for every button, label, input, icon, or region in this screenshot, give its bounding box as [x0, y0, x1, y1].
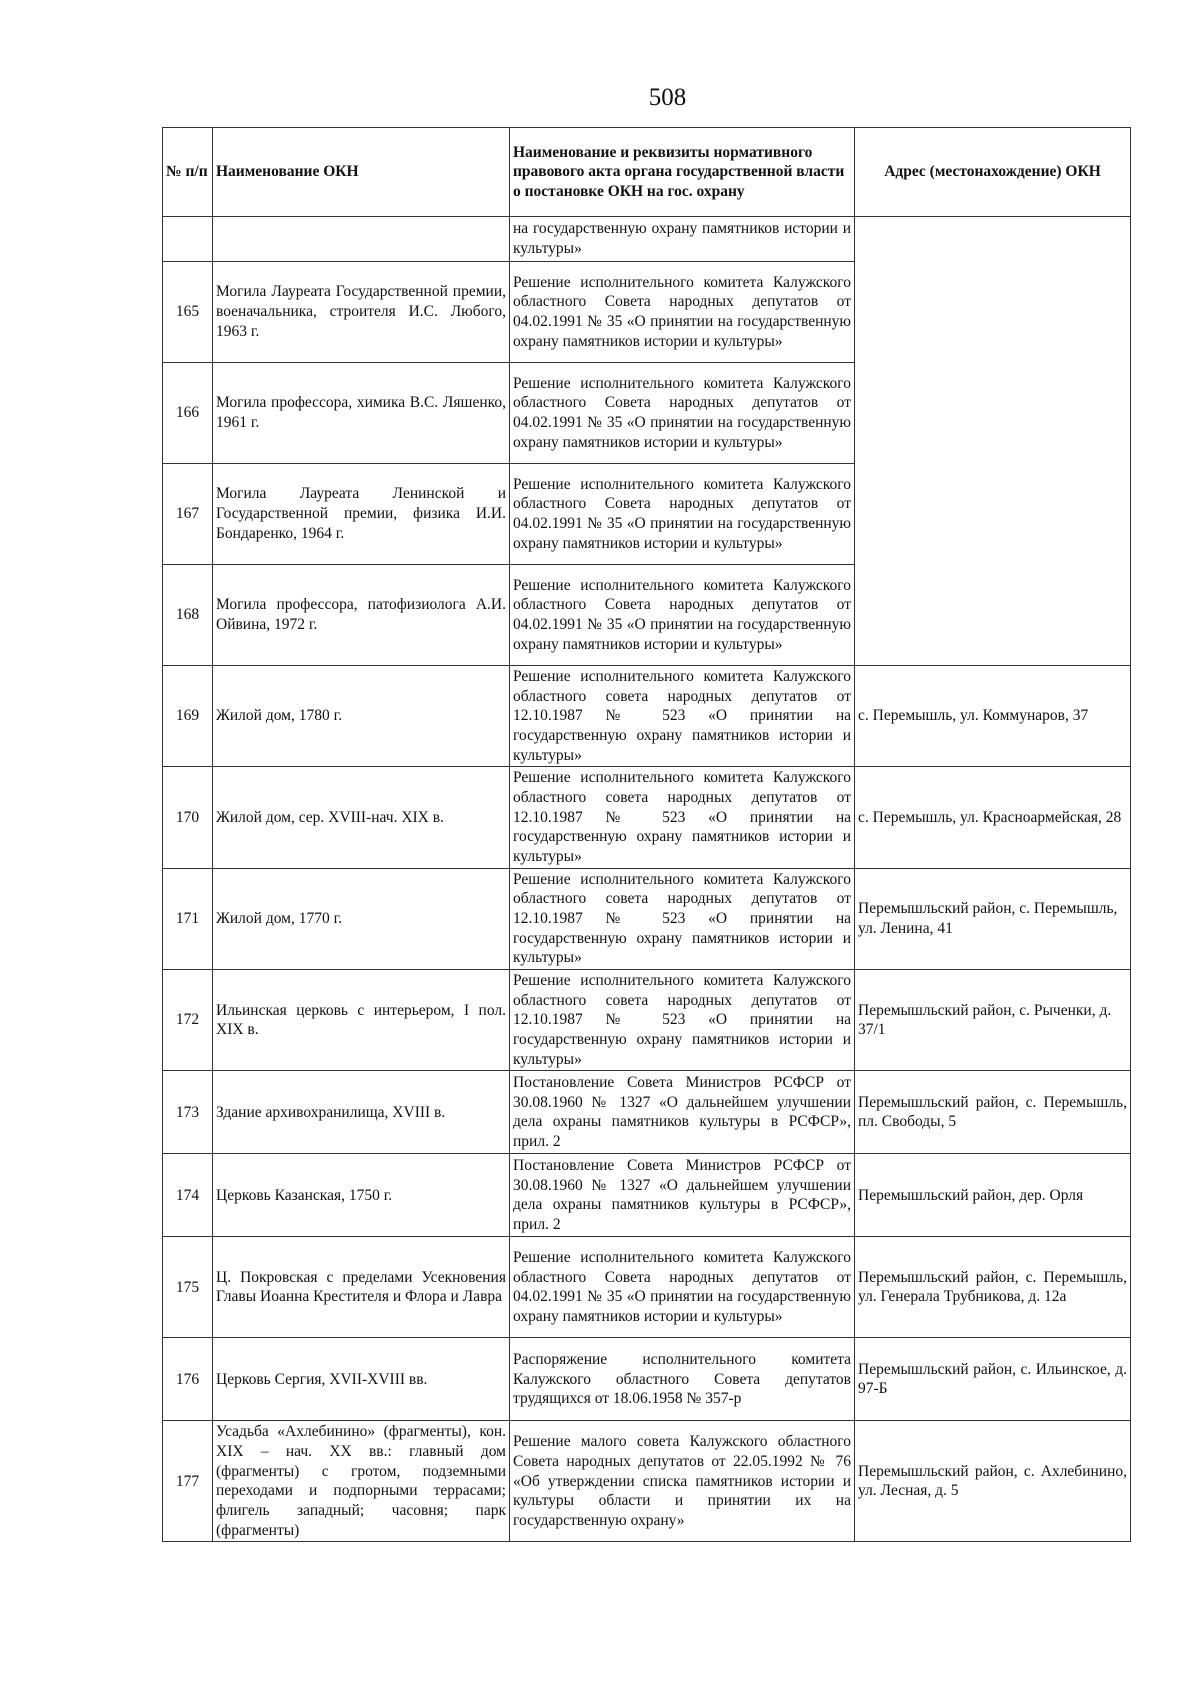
cell-num: 175: [163, 1237, 213, 1338]
cell-num: 176: [163, 1338, 213, 1421]
cell-name: Могила Лауреата Государственной премии, военачальника, строителя И.С. Любого, 1963 г.: [213, 262, 510, 363]
table-row: [163, 868, 1131, 969]
table-row: [163, 767, 1131, 868]
table-row: [163, 1237, 1131, 1338]
header-address: Адрес (местонахождение) ОКН: [855, 128, 1131, 217]
cell-name: [213, 217, 510, 262]
cell-act: Решение малого совета Калужского областного Совета народных депутатов от 22.05.1992 № 76 «Об утверждении списка памятников истории и культуры области и принятии их на государственную охрану»: [510, 1421, 855, 1542]
cell-act: Решение исполнительного комитета Калужского областного Совета народных депутатов от 04.02.1991 № 35 «О принятии на государственную охрану памятников истории и культуры»: [510, 262, 855, 363]
header-act: Наименование и реквизиты нормативного правового акта органа государственной власти о постановке ОКН на гос. охрану: [510, 128, 855, 217]
header-num: № п/п: [163, 128, 213, 217]
cell-num: 169: [163, 666, 213, 767]
table-row: [163, 1154, 1131, 1237]
cell-name: Жилой дом, 1770 г.: [213, 868, 510, 969]
cell-address: Перемышльский район, с. Ильинское, д. 97-Б: [855, 1338, 1131, 1421]
cell-num: 174: [163, 1154, 213, 1237]
cell-num: 168: [163, 565, 213, 666]
table-row: [163, 970, 1131, 1071]
cell-num: 171: [163, 868, 213, 969]
cell-name: Могила профессора, патофизиолога А.И. Ойвина, 1972 г.: [213, 565, 510, 666]
cell-address: Перемышльский район, с. Перемышль, ул. Ленина, 41: [855, 868, 1131, 969]
cell-num: 177: [163, 1421, 213, 1542]
table-row: [163, 666, 1131, 767]
header-name: Наименование ОКН: [213, 128, 510, 217]
cell-act: Решение исполнительного комитета Калужского областного совета народных депутатов от 12.10.1987 № 523 «О принятии на государственную охрану памятников истории и культуры»: [510, 666, 855, 767]
cell-name: Церковь Сергия, XVII-XVIII вв.: [213, 1338, 510, 1421]
cell-address: Перемышльский район, с. Рыченки, д. 37/1: [855, 970, 1131, 1071]
cell-address: с. Перемышль, ул. Коммунаров, 37: [855, 666, 1131, 767]
cell-address: с. Перемышль, ул. Красноармейская, 28: [855, 767, 1131, 868]
table-row: [163, 1421, 1131, 1542]
cell-act: Постановление Совета Министров РСФСР от 30.08.1960 № 1327 «О дальнейшем улучшении дела охраны памятников культуры в РСФСР», прил. 2: [510, 1154, 855, 1237]
cell-act: Решение исполнительного комитета Калужского областного Совета народных депутатов от 04.02.1991 № 35 «О принятии на государственную охрану памятников истории и культуры»: [510, 1237, 855, 1338]
cell-name: Жилой дом, 1780 г.: [213, 666, 510, 767]
cell-address: Перемышльский район, с. Перемышль, ул. Генерала Трубникова, д. 12а: [855, 1237, 1131, 1338]
cell-address: Перемышльский район, с. Ахлебинино, ул. Лесная, д. 5: [855, 1421, 1131, 1542]
table-row: [163, 1071, 1131, 1154]
cell-act: Решение исполнительного комитета Калужского областного совета народных депутатов от 12.10.1987 № 523 «О принятии на государственную охрану памятников истории и культуры»: [510, 970, 855, 1071]
cell-act: Решение исполнительного комитета Калужского областного Совета народных депутатов от 04.02.1991 № 35 «О принятии на государственную охрану памятников истории и культуры»: [510, 363, 855, 464]
cell-act: Постановление Совета Министров РСФСР от 30.08.1960 № 1327 «О дальнейшем улучшении дела охраны памятников культуры в РСФСР», прил. 2: [510, 1071, 855, 1154]
cell-address: Перемышльский район, с. Перемышль, пл. Свободы, 5: [855, 1071, 1131, 1154]
cell-name: Здание архивохранилища, XVIII в.: [213, 1071, 510, 1154]
cell-act: Решение исполнительного комитета Калужского областного Совета народных депутатов от 04.02.1991 № 35 «О принятии на государственную охрану памятников истории и культуры»: [510, 464, 855, 565]
table-row-continuation: [163, 217, 1131, 262]
cell-num: 165: [163, 262, 213, 363]
cell-name: Жилой дом, сер. XVIII-нач. XIX в.: [213, 767, 510, 868]
cell-name: Церковь Казанская, 1750 г.: [213, 1154, 510, 1237]
cell-num: [163, 217, 213, 262]
cell-address: [855, 217, 1131, 666]
page-number: 508: [648, 84, 687, 111]
cell-num: 173: [163, 1071, 213, 1154]
cell-name: Могила Лауреата Ленинской и Государственной премии, физика И.И. Бондаренко, 1964 г.: [213, 464, 510, 565]
cell-num: 170: [163, 767, 213, 868]
okn-table: [162, 127, 1131, 1542]
cell-address: Перемышльский район, дер. Орля: [855, 1154, 1131, 1237]
cell-num: 167: [163, 464, 213, 565]
cell-act: Решение исполнительного комитета Калужского областного совета народных депутатов от 12.10.1987 № 523 «О принятии на государственную охрану памятников истории и культуры»: [510, 767, 855, 868]
table-row: [163, 1338, 1131, 1421]
cell-act: на государственную охрану памятников истории и культуры»: [510, 217, 855, 262]
cell-act: Решение исполнительного комитета Калужского областного совета народных депутатов от 12.10.1987 № 523 «О принятии на государственную охрану памятников истории и культуры»: [510, 868, 855, 969]
cell-name: Ц. Покровская с пределами Усекновения Главы Иоанна Крестителя и Флора и Лавра: [213, 1237, 510, 1338]
cell-act: Распоряжение исполнительного комитета Калужского областного Совета депутатов трудящихся от 18.06.1958 № 357-р: [510, 1338, 855, 1421]
cell-num: 172: [163, 970, 213, 1071]
cell-num: 166: [163, 363, 213, 464]
cell-act: Решение исполнительного комитета Калужского областного Совета народных депутатов от 04.02.1991 № 35 «О принятии на государственную охрану памятников истории и культуры»: [510, 565, 855, 666]
cell-name: Ильинская церковь с интерьером, I пол. XIX в.: [213, 970, 510, 1071]
table-header-row: [163, 128, 1131, 217]
cell-name: Усадьба «Ахлебинино» (фрагменты), кон. XIX – нач. XX вв.: главный дом (фрагменты) с гротом, подземными переходами и подпорными террасами; флигель западный; часовня; парк (фрагменты): [213, 1421, 510, 1542]
cell-name: Могила профессора, химика В.С. Ляшенко, 1961 г.: [213, 363, 510, 464]
